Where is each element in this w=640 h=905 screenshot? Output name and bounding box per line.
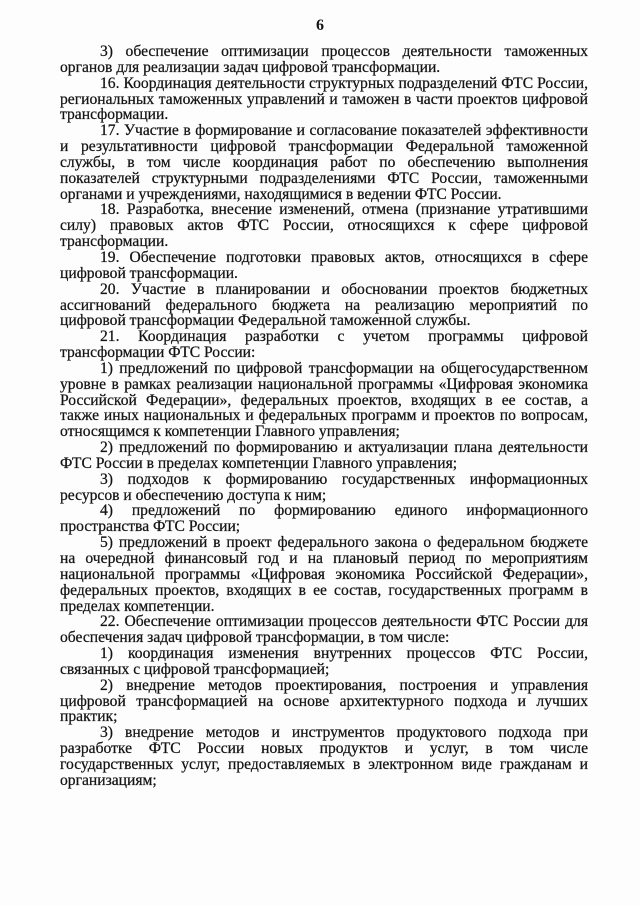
paragraph-21-item-3: 3) подходов к формированию государственных информационных ресурсов и обеспечению доступа к ним; [60, 470, 588, 504]
paragraph-22-process-optimization: 22. Обеспечение оптимизации процессов деятельности ФТС России для обеспечения задач цифровой трансформации, в том числе: [60, 613, 588, 647]
paragraph-16-coordination: 16. Координация деятельности структурных подразделений ФТС России, региональных таможенных управлений и таможен в части проектов цифровой трансформации. [60, 74, 588, 124]
paragraph-21-item-4: 4) предложений по формированию единого информационного пространства ФТС России; [60, 502, 588, 536]
paragraph-20-budget-planning: 20. Участие в планировании и обосновании проектов бюджетных ассигнований федерального бюджета на реализацию мероприятий по цифровой трансформации Федеральной таможенной службы. [60, 280, 588, 330]
paragraph-21-item-5: 5) предложений в проект федерального закона о федеральном бюджете на очередной финансовый год и на плановый период по мероприятиям национальной программы «Цифровая экономика Российской Федерации», федеральных проектов, входящих в ее состав, государственных программ в пределах компетенции. [60, 534, 588, 615]
paragraph-21-item-2: 2) предложений по формированию и актуализации плана деятельности ФТС России в пределах компетенции Главного управления; [60, 439, 588, 472]
paragraph-21-development-coordination: 21. Координация разработки с учетом программы цифровой трансформации ФТС России: [60, 328, 588, 362]
paragraph-22-item-3: 3) внедрение методов и инструментов продуктового подхода при разработке ФТС России новых продуктов и услуг, в том числе государственных услуг, предоставляемых в электронном виде гражданам и организациям; [60, 724, 588, 789]
paragraph-18-legal-acts: 18. Разработка, внесение изменений, отмена (признание утратившими силу) правовых актов ФТС России, относящихся к сфере цифровой трансформации. [60, 201, 588, 251]
paragraph-22-item-2: 2) внедрение методов проектирования, построения и управления цифровой трансформацией на основе архитектурного подхода и лучших практик; [60, 676, 588, 726]
paragraph-17-participation-indicators: 17. Участие в формирование и согласование показателей эффективности и результативности цифровой трансформации Федеральной таможенной службы, в том числе координация работ по обеспечению выполнения показателей структурными подразделениями ФТС России, таможенными органами и учреждениями, находящимися в ведении ФТС России. [60, 122, 588, 203]
paragraph-21-item-1: 1) предложений по цифровой трансформации на общегосударственном уровне в рамках реализации национальной программы «Цифровая экономика Российской Федерации», федеральных проектов, входящих в ее состав, а также иных национальных и федеральных программ и проектов по вопросам, относящимся к компетенции Главного управления; [60, 359, 588, 441]
paragraph-19-preparation: 19. Обеспечение подготовки правовых актов, относящихся в сфере цифровой трансформации. [60, 248, 588, 282]
paragraph-item-3-optimization: 3) обеспечение оптимизации процессов деятельности таможенных органов для реализации задач цифровой трансформации. [60, 43, 588, 76]
document-body [60, 44, 588, 789]
page-number: 6 [316, 17, 324, 34]
paragraph-22-item-1: 1) координация изменения внутренних процессов ФТС России, связанных с цифровой трансформацией; [60, 645, 588, 678]
